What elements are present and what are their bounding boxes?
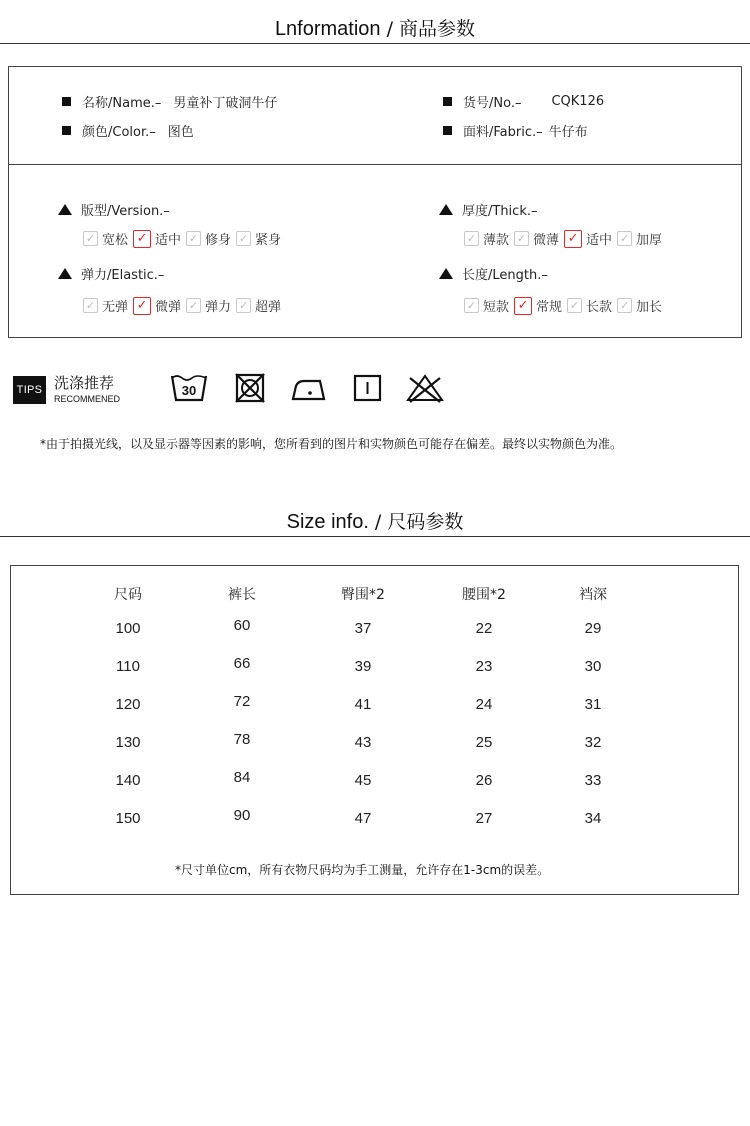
no-tumble-dry-icon xyxy=(234,372,266,404)
elastic-options xyxy=(83,296,286,315)
info-title-sep: / xyxy=(380,18,400,40)
elastic-label-row xyxy=(58,264,164,283)
color-label: 颜色/Color.– xyxy=(82,125,156,140)
no-row xyxy=(443,92,604,111)
size-cell-r4-c0: 140 xyxy=(115,772,141,789)
no-value: CQK126 xyxy=(551,94,605,109)
size-cell-r2-c4: 31 xyxy=(584,696,602,713)
option-elastic-0 xyxy=(83,296,128,315)
thick-options xyxy=(464,229,667,248)
version-label-row xyxy=(58,200,170,219)
size-cell-r1-c1: 66 xyxy=(233,655,251,672)
option-label: 加长 xyxy=(636,300,663,315)
option-label: 短款 xyxy=(483,300,510,315)
size-cell-r2-c2: 41 xyxy=(354,696,372,713)
option-elastic-1 xyxy=(133,296,181,315)
size-cell-r2-c0: 120 xyxy=(115,696,141,713)
size-cell-r5-c4: 34 xyxy=(584,810,602,827)
option-label: 宽松 xyxy=(102,233,129,248)
size-cell-r0-c0: 100 xyxy=(115,620,141,637)
option-label: 适中 xyxy=(155,233,182,248)
care-title-cn: 洗涤推荐 xyxy=(54,374,115,392)
size-cell-r3-c3: 25 xyxy=(475,734,493,751)
size-cell-r5-c1: 90 xyxy=(233,807,251,824)
option-label: 微薄 xyxy=(533,233,560,248)
info-box-divider xyxy=(8,164,742,165)
length-label-row xyxy=(439,264,548,283)
size-header-4: 裆深 xyxy=(579,587,607,603)
bullet-square-icon xyxy=(62,126,71,135)
checkbox-unchecked-icon: ✓ xyxy=(186,298,201,313)
size-title-cn: 尺码参数 xyxy=(387,511,464,533)
wash-30-icon xyxy=(170,372,208,404)
size-cell-r3-c0: 130 xyxy=(115,734,141,751)
no-bleach-icon xyxy=(405,372,445,404)
option-elastic-3 xyxy=(236,296,281,315)
checkbox-unchecked-icon: ✓ xyxy=(617,298,632,313)
option-length-2 xyxy=(567,296,612,315)
size-disclaimer: *尺寸单位cm，所有衣物尺码均为手工测量，允许存在1-3cm的误差。 xyxy=(175,863,550,877)
size-header-1: 裤长 xyxy=(228,587,256,603)
option-label: 适中 xyxy=(586,233,613,248)
option-label: 超弹 xyxy=(255,300,282,315)
option-label: 长款 xyxy=(586,300,613,315)
color-value: 图色 xyxy=(167,125,194,140)
size-section-title xyxy=(0,507,750,534)
triangle-bullet-icon xyxy=(58,204,72,215)
option-label: 弹力 xyxy=(205,300,232,315)
triangle-bullet-icon xyxy=(439,268,453,279)
checkbox-unchecked-icon: ✓ xyxy=(236,231,251,246)
size-cell-r0-c2: 37 xyxy=(354,620,372,637)
size-cell-r2-c3: 24 xyxy=(475,696,493,713)
fabric-row xyxy=(443,121,588,140)
bullet-square-icon xyxy=(443,97,452,106)
size-cell-r3-c2: 43 xyxy=(354,734,372,751)
option-version-0 xyxy=(83,229,128,248)
tips-badge: TIPS xyxy=(13,376,46,404)
size-cell-r3-c4: 32 xyxy=(584,734,602,751)
size-title-en: Size info. xyxy=(286,511,369,533)
option-label: 薄款 xyxy=(483,233,510,248)
size-cell-r4-c2: 45 xyxy=(354,772,372,789)
line-dry-icon xyxy=(352,372,384,404)
size-cell-r4-c1: 84 xyxy=(233,769,251,786)
version-options xyxy=(83,229,286,248)
option-elastic-2 xyxy=(186,296,231,315)
size-cell-r5-c2: 47 xyxy=(354,810,372,827)
option-label: 微弹 xyxy=(155,300,182,315)
checkbox-checked-icon: ✓ xyxy=(133,230,151,248)
elastic-label: 弹力/Elastic.– xyxy=(81,268,165,283)
size-header-3: 腰围*2 xyxy=(462,587,506,603)
size-title-divider xyxy=(0,536,750,537)
bullet-square-icon xyxy=(62,97,71,106)
option-thick-1 xyxy=(514,229,559,248)
name-row xyxy=(62,92,277,111)
size-header-2: 臀围*2 xyxy=(341,587,385,603)
option-thick-2 xyxy=(564,229,612,248)
checkbox-unchecked-icon: ✓ xyxy=(83,231,98,246)
bullet-square-icon xyxy=(443,126,452,135)
option-label: 无弹 xyxy=(102,300,129,315)
size-table-box xyxy=(10,565,739,895)
option-length-1 xyxy=(514,296,562,315)
checkbox-unchecked-icon: ✓ xyxy=(186,231,201,246)
size-cell-r5-c0: 150 xyxy=(115,810,141,827)
size-cell-r4-c3: 26 xyxy=(475,772,493,789)
checkbox-unchecked-icon: ✓ xyxy=(236,298,251,313)
color-row xyxy=(62,121,194,140)
size-cell-r2-c1: 72 xyxy=(233,693,251,710)
checkbox-checked-icon: ✓ xyxy=(564,230,582,248)
length-options xyxy=(464,296,667,315)
checkbox-unchecked-icon: ✓ xyxy=(567,298,582,313)
size-title-sep: / xyxy=(368,511,388,533)
no-label: 货号/No.– xyxy=(463,96,522,111)
checkbox-unchecked-icon: ✓ xyxy=(617,231,632,246)
checkbox-unchecked-icon: ✓ xyxy=(464,231,479,246)
wash-temp: 30 xyxy=(181,383,197,398)
size-cell-r1-c4: 30 xyxy=(584,658,602,675)
size-header-0: 尺码 xyxy=(114,587,142,603)
info-section-title xyxy=(0,14,750,41)
size-cell-r1-c2: 39 xyxy=(354,658,372,675)
size-cell-r0-c1: 60 xyxy=(233,617,251,634)
size-cell-r0-c3: 22 xyxy=(475,620,493,637)
info-title-en: Lnformation xyxy=(274,18,381,40)
color-disclaimer: *由于拍摄光线，以及显示器等因素的影响，您所看到的图片和实物颜色可能存在偏差。最终以实物颜色为准。 xyxy=(40,437,623,451)
option-thick-3 xyxy=(617,229,662,248)
iron-low-icon xyxy=(290,372,328,404)
option-thick-0 xyxy=(464,229,509,248)
checkbox-unchecked-icon: ✓ xyxy=(83,298,98,313)
checkbox-checked-icon: ✓ xyxy=(514,297,532,315)
name-value: 男童补丁破洞牛仔 xyxy=(173,96,278,111)
info-title-cn: 商品参数 xyxy=(399,18,476,40)
option-version-3 xyxy=(236,229,281,248)
size-cell-r1-c3: 23 xyxy=(475,658,493,675)
option-label: 加厚 xyxy=(636,233,663,248)
size-cell-r1-c0: 110 xyxy=(116,658,140,675)
triangle-bullet-icon xyxy=(58,268,72,279)
checkbox-unchecked-icon: ✓ xyxy=(464,298,479,313)
info-title-divider xyxy=(0,43,750,44)
option-version-1 xyxy=(133,229,181,248)
option-label: 修身 xyxy=(205,233,232,248)
option-label: 常规 xyxy=(536,300,563,315)
option-length-3 xyxy=(617,296,662,315)
size-cell-r3-c1: 78 xyxy=(233,731,251,748)
name-label: 名称/Name.– xyxy=(82,96,162,111)
option-label: 紧身 xyxy=(255,233,282,248)
checkbox-unchecked-icon: ✓ xyxy=(514,231,529,246)
fabric-label: 面料/Fabric.– xyxy=(463,125,543,140)
triangle-bullet-icon xyxy=(439,204,453,215)
size-cell-r5-c3: 27 xyxy=(475,810,493,827)
thick-label: 厚度/Thick.– xyxy=(462,204,538,219)
version-label: 版型/Version.– xyxy=(81,204,170,219)
checkbox-checked-icon: ✓ xyxy=(133,297,151,315)
size-cell-r4-c4: 33 xyxy=(584,772,602,789)
length-label: 长度/Length.– xyxy=(462,268,548,283)
size-cell-r0-c4: 29 xyxy=(584,620,602,637)
care-title-en: RECOMMENED xyxy=(54,394,121,404)
thick-label-row xyxy=(439,200,537,219)
option-length-0 xyxy=(464,296,509,315)
fabric-value: 牛仔布 xyxy=(548,125,588,140)
option-version-2 xyxy=(186,229,231,248)
